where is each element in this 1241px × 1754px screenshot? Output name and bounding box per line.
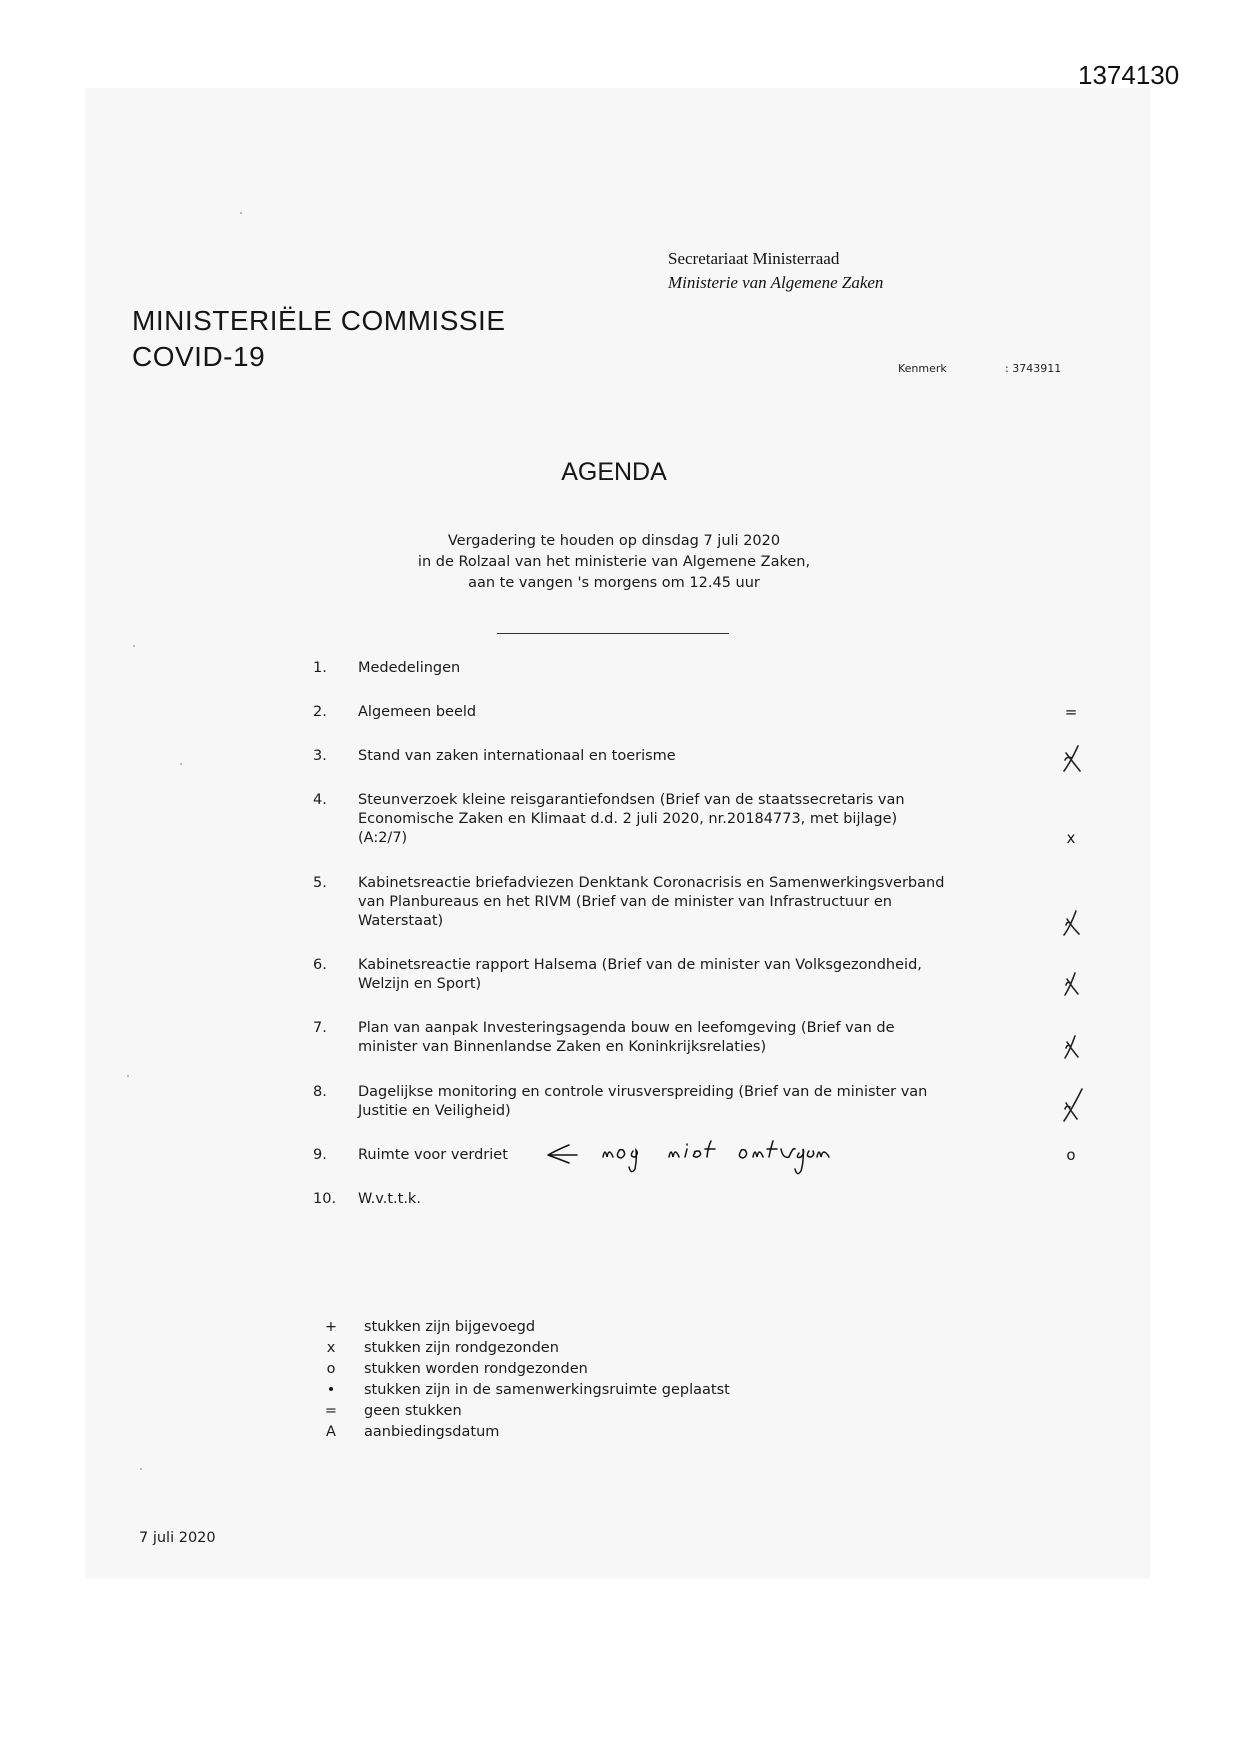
handwritten-note bbox=[545, 1137, 835, 1185]
item-text bbox=[358, 956, 1008, 994]
item-line: Stand van zaken internationaal en toerisme bbox=[358, 748, 676, 764]
meeting-time: aan te vangen 's morgens om 12.45 uur bbox=[468, 575, 760, 591]
item-number: 10. bbox=[313, 1191, 337, 1207]
handwritten-check-mark-icon bbox=[1058, 969, 1086, 1009]
handwritten-check-mark-icon bbox=[1058, 1032, 1086, 1072]
item-line: Kabinetsreactie rapport Halsema (Brief van de minister van Volksgezondheid, bbox=[358, 957, 922, 973]
legend-symbol: x bbox=[326, 1340, 336, 1356]
item-line: Kabinetsreactie briefadviezen Denktank Coronacrisis en Samenwerkingsverband bbox=[358, 875, 945, 891]
committee-title bbox=[132, 303, 506, 375]
legend-text: stukken zijn bijgevoegd bbox=[364, 1319, 536, 1335]
sender-secretariat: Secretariaat Ministerraad bbox=[668, 249, 840, 268]
item-line: Mededelingen bbox=[358, 660, 461, 676]
meeting-location: in de Rolzaal van het ministerie van Algemene Zaken, bbox=[417, 554, 811, 570]
sender-block bbox=[668, 247, 883, 295]
item-line: Welzijn en Sport) bbox=[358, 976, 482, 992]
item-line: minister van Binnenlandse Zaken en Koninkrijksrelaties) bbox=[358, 1039, 767, 1055]
item-line: Plan van aanpak Investeringsagenda bouw en leefomgeving (Brief van de bbox=[358, 1020, 895, 1036]
item-number: 2. bbox=[313, 704, 327, 720]
item-line: Ruimte voor verdriet bbox=[358, 1147, 508, 1163]
item-text bbox=[358, 1019, 1008, 1057]
footer-date: 7 juli 2020 bbox=[139, 1530, 216, 1546]
item-line: W.v.t.t.k. bbox=[358, 1191, 421, 1207]
handwritten-check-mark-icon bbox=[1058, 1087, 1086, 1127]
scan-speck bbox=[133, 645, 135, 647]
item-number: 7. bbox=[313, 1020, 327, 1036]
reference-label: Kenmerk bbox=[898, 362, 947, 375]
legend-text: stukken worden rondgezonden bbox=[364, 1361, 588, 1377]
committee-line-2: COVID-19 bbox=[132, 341, 266, 372]
legend-symbol: = bbox=[324, 1403, 338, 1419]
agenda-title: AGENDA bbox=[561, 458, 667, 486]
item-number: 3. bbox=[313, 748, 327, 764]
divider-line bbox=[497, 633, 729, 634]
status-mark: x bbox=[1066, 829, 1076, 847]
legend-text: aanbiedingsdatum bbox=[364, 1424, 500, 1440]
meeting-info bbox=[0, 531, 1228, 594]
handwritten-check-mark-icon bbox=[1058, 907, 1086, 947]
reference-block bbox=[898, 362, 1061, 375]
legend-text: geen stukken bbox=[364, 1403, 462, 1419]
item-line: Waterstaat) bbox=[358, 913, 444, 929]
status-mark: = bbox=[1064, 703, 1078, 721]
reference-value: : 3743911 bbox=[1005, 362, 1062, 375]
legend-text: stukken zijn in de samenwerkingsruimte geplaatst bbox=[364, 1382, 730, 1398]
scan-speck bbox=[180, 763, 182, 765]
item-number: 6. bbox=[313, 957, 327, 973]
item-line: Economische Zaken en Klimaat d.d. 2 juli 2020, nr.20184773, met bijlage) bbox=[358, 811, 898, 827]
item-number: 4. bbox=[313, 792, 327, 808]
item-line: Dagelijkse monitoring en controle virusverspreiding (Brief van de minister van bbox=[358, 1084, 928, 1100]
item-number: 8. bbox=[313, 1084, 327, 1100]
item-line: Steunverzoek kleine reisgarantiefondsen (Brief van de staatssecretaris van bbox=[358, 792, 905, 808]
handwritten-check-mark-icon bbox=[1058, 741, 1086, 781]
item-line: van Planbureaus en het RIVM (Brief van de minister van Infrastructuur en bbox=[358, 894, 892, 910]
sender-ministry: Ministerie van Algemene Zaken bbox=[668, 273, 884, 292]
item-number: 1. bbox=[313, 660, 327, 676]
item-text bbox=[358, 747, 1008, 766]
item-line: Justitie en Veiligheid) bbox=[358, 1103, 511, 1119]
item-text bbox=[358, 1083, 1008, 1121]
scan-speck bbox=[240, 212, 242, 214]
meeting-date: Vergadering te houden op dinsdag 7 juli 2020 bbox=[447, 533, 781, 549]
item-number: 9. bbox=[313, 1147, 327, 1163]
item-text bbox=[358, 659, 1008, 678]
legend-text: stukken zijn rondgezonden bbox=[364, 1340, 559, 1356]
item-text bbox=[358, 1190, 1008, 1209]
legend-symbol: • bbox=[326, 1382, 336, 1398]
legend-symbol: + bbox=[324, 1319, 338, 1335]
item-text bbox=[358, 791, 1008, 848]
legend-symbol: o bbox=[326, 1361, 336, 1377]
item-line: Algemeen beeld bbox=[358, 704, 477, 720]
status-mark: o bbox=[1066, 1146, 1076, 1164]
item-number: 5. bbox=[313, 875, 327, 891]
committee-line-1: MINISTERIËLE COMMISSIE bbox=[132, 305, 506, 336]
item-line: (A:2/7) bbox=[358, 830, 408, 846]
scan-speck bbox=[140, 1468, 142, 1470]
item-text bbox=[358, 874, 1008, 931]
legend-symbol: A bbox=[326, 1424, 336, 1440]
scan-speck bbox=[127, 1075, 129, 1077]
item-text bbox=[358, 703, 1008, 722]
document-number: 1374130 bbox=[1078, 60, 1180, 90]
